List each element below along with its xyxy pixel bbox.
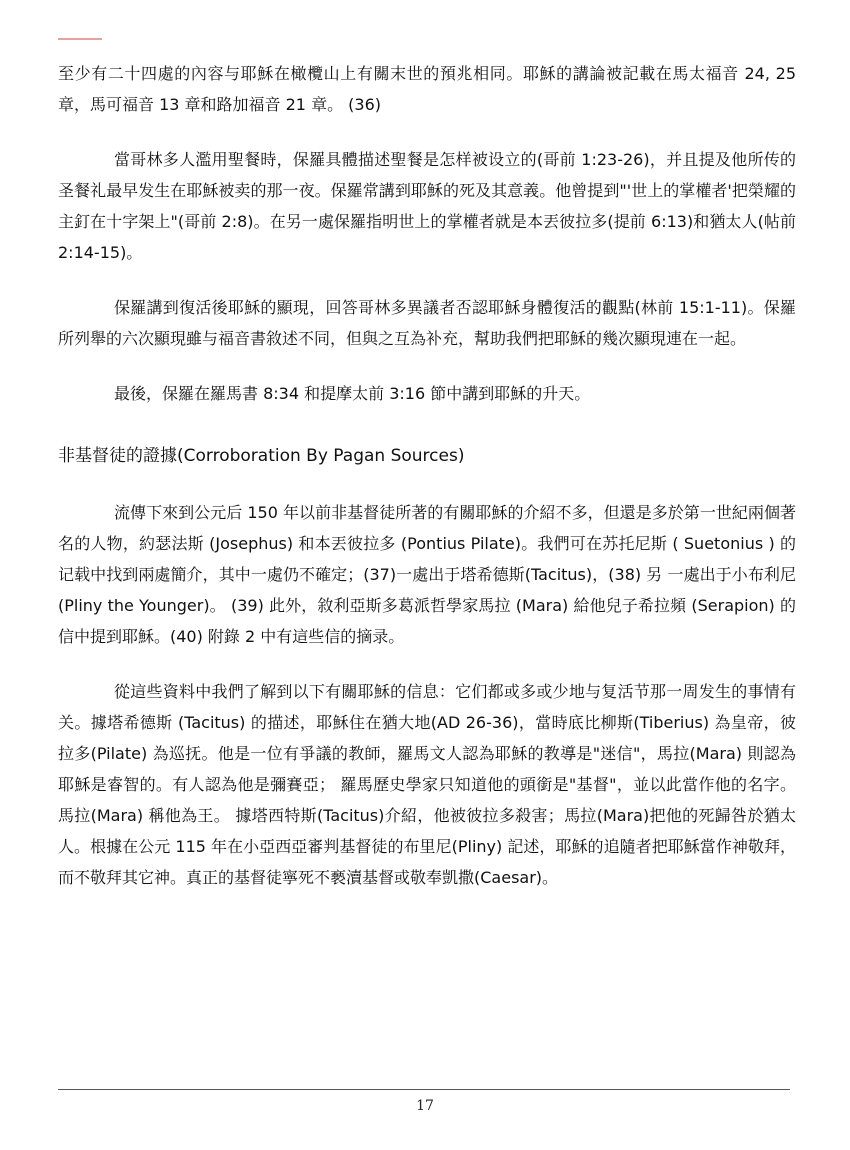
paragraph-lords-supper: 當哥林多人濫用聖餐時，保羅具體描述聖餐是怎样被设立的(哥前 1:23-26)，并且提及他所传的圣餐礼最早发生在耶穌被卖的那一夜。保羅常講到耶穌的死及其意義。他曾提到"'世上的掌權者'把榮耀的主釘在十字架上"(哥前 2:8)。在另一處保羅指明世上的掌權者就是本丟彼拉多(提前 6:13)和猶太人(帖前 2:14-15)。 [58, 150, 796, 262]
section-heading: 非基督徒的證據(Corroboration By Pagan Sources) [58, 446, 465, 466]
paragraph-pagan-sources: 流傳下來到公元后 150 年以前非基督徒所著的有關耶穌的介紹不多，但還是多於第一世紀兩個著名的人物，約瑟法斯 (Josephus) 和本丟彼拉多 (Pontius Pilate)。我們可在苏托尼斯 ( Suetonius ) 的记载中找到兩處簡介，其中一處仍不確定；(37)一處出于塔希德斯(Tacitus)，(38) 另 一處出于小布利尼 (Pliny the Younger)。 (39) 此外，敘利亞斯多葛派哲學家馬拉 (Mara) 給他兒子希拉頻 (Serapion) 的信中提到耶穌。(40) 附錄 2 中有這些信的摘录。 [58, 503, 796, 646]
page-number: 17 [416, 1098, 434, 1114]
paragraph-olivet-discourse: 至少有二十四處的內容与耶穌在橄欖山上有關末世的預兆相同。耶穌的講論被記載在馬太福音 24, 25 章，馬可福音 13 章和路加福音 21 章。 (36) [58, 64, 796, 114]
paragraph-information-learned: 從這些資料中我們了解到以下有關耶穌的信息：它们都或多或少地与复活节那一周发生的事情有关。據塔希德斯 (Tacitus) 的描述，耶穌住在猶大地(AD 26-36)，當時底比柳斯(Tiberius) 為皇帝，彼拉多(Pilate) 為巡抚。他是一位有爭議的教師，羅馬文人認為耶穌的教導是"迷信"，馬拉(Mara) 則認為耶穌是睿智的。有人認為他是彌賽亞； 羅馬歷史學家只知道他的頭銜是"基督"，並以此當作他的名字。馬拉(Mara) 稱他為王。 據塔西特斯(Tacitus)介紹，他被彼拉多殺害；馬拉(Mara)把他的死歸咎於猶太人。根據在公元 115 年在小亞西亞審判基督徒的布里尼(Pliny) 記述，耶穌的追隨者把耶穌當作神敬拜，而不敬拜其它神。真正的基督徒寧死不褻瀆基督或敬奉凱撒(Caesar)。 [58, 682, 796, 887]
paragraph-ascension: 最後，保羅在羅馬書 8:34 和提摩太前 3:16 節中講到耶穌的升天。 [114, 384, 591, 403]
paragraph-resurrection-appearances: 保羅講到復活後耶穌的顯現，回答哥林多異議者否認耶穌身體復活的觀點(林前 15:1-11)。保羅所列舉的六次顯現雖与福音書敘述不同，但與之互為补充，幫助我們把耶穌的幾次顯現連在一起。 [58, 298, 796, 348]
page-body [58, 58, 796, 893]
footer-divider [58, 1089, 790, 1090]
top-edge-mark [58, 38, 102, 40]
